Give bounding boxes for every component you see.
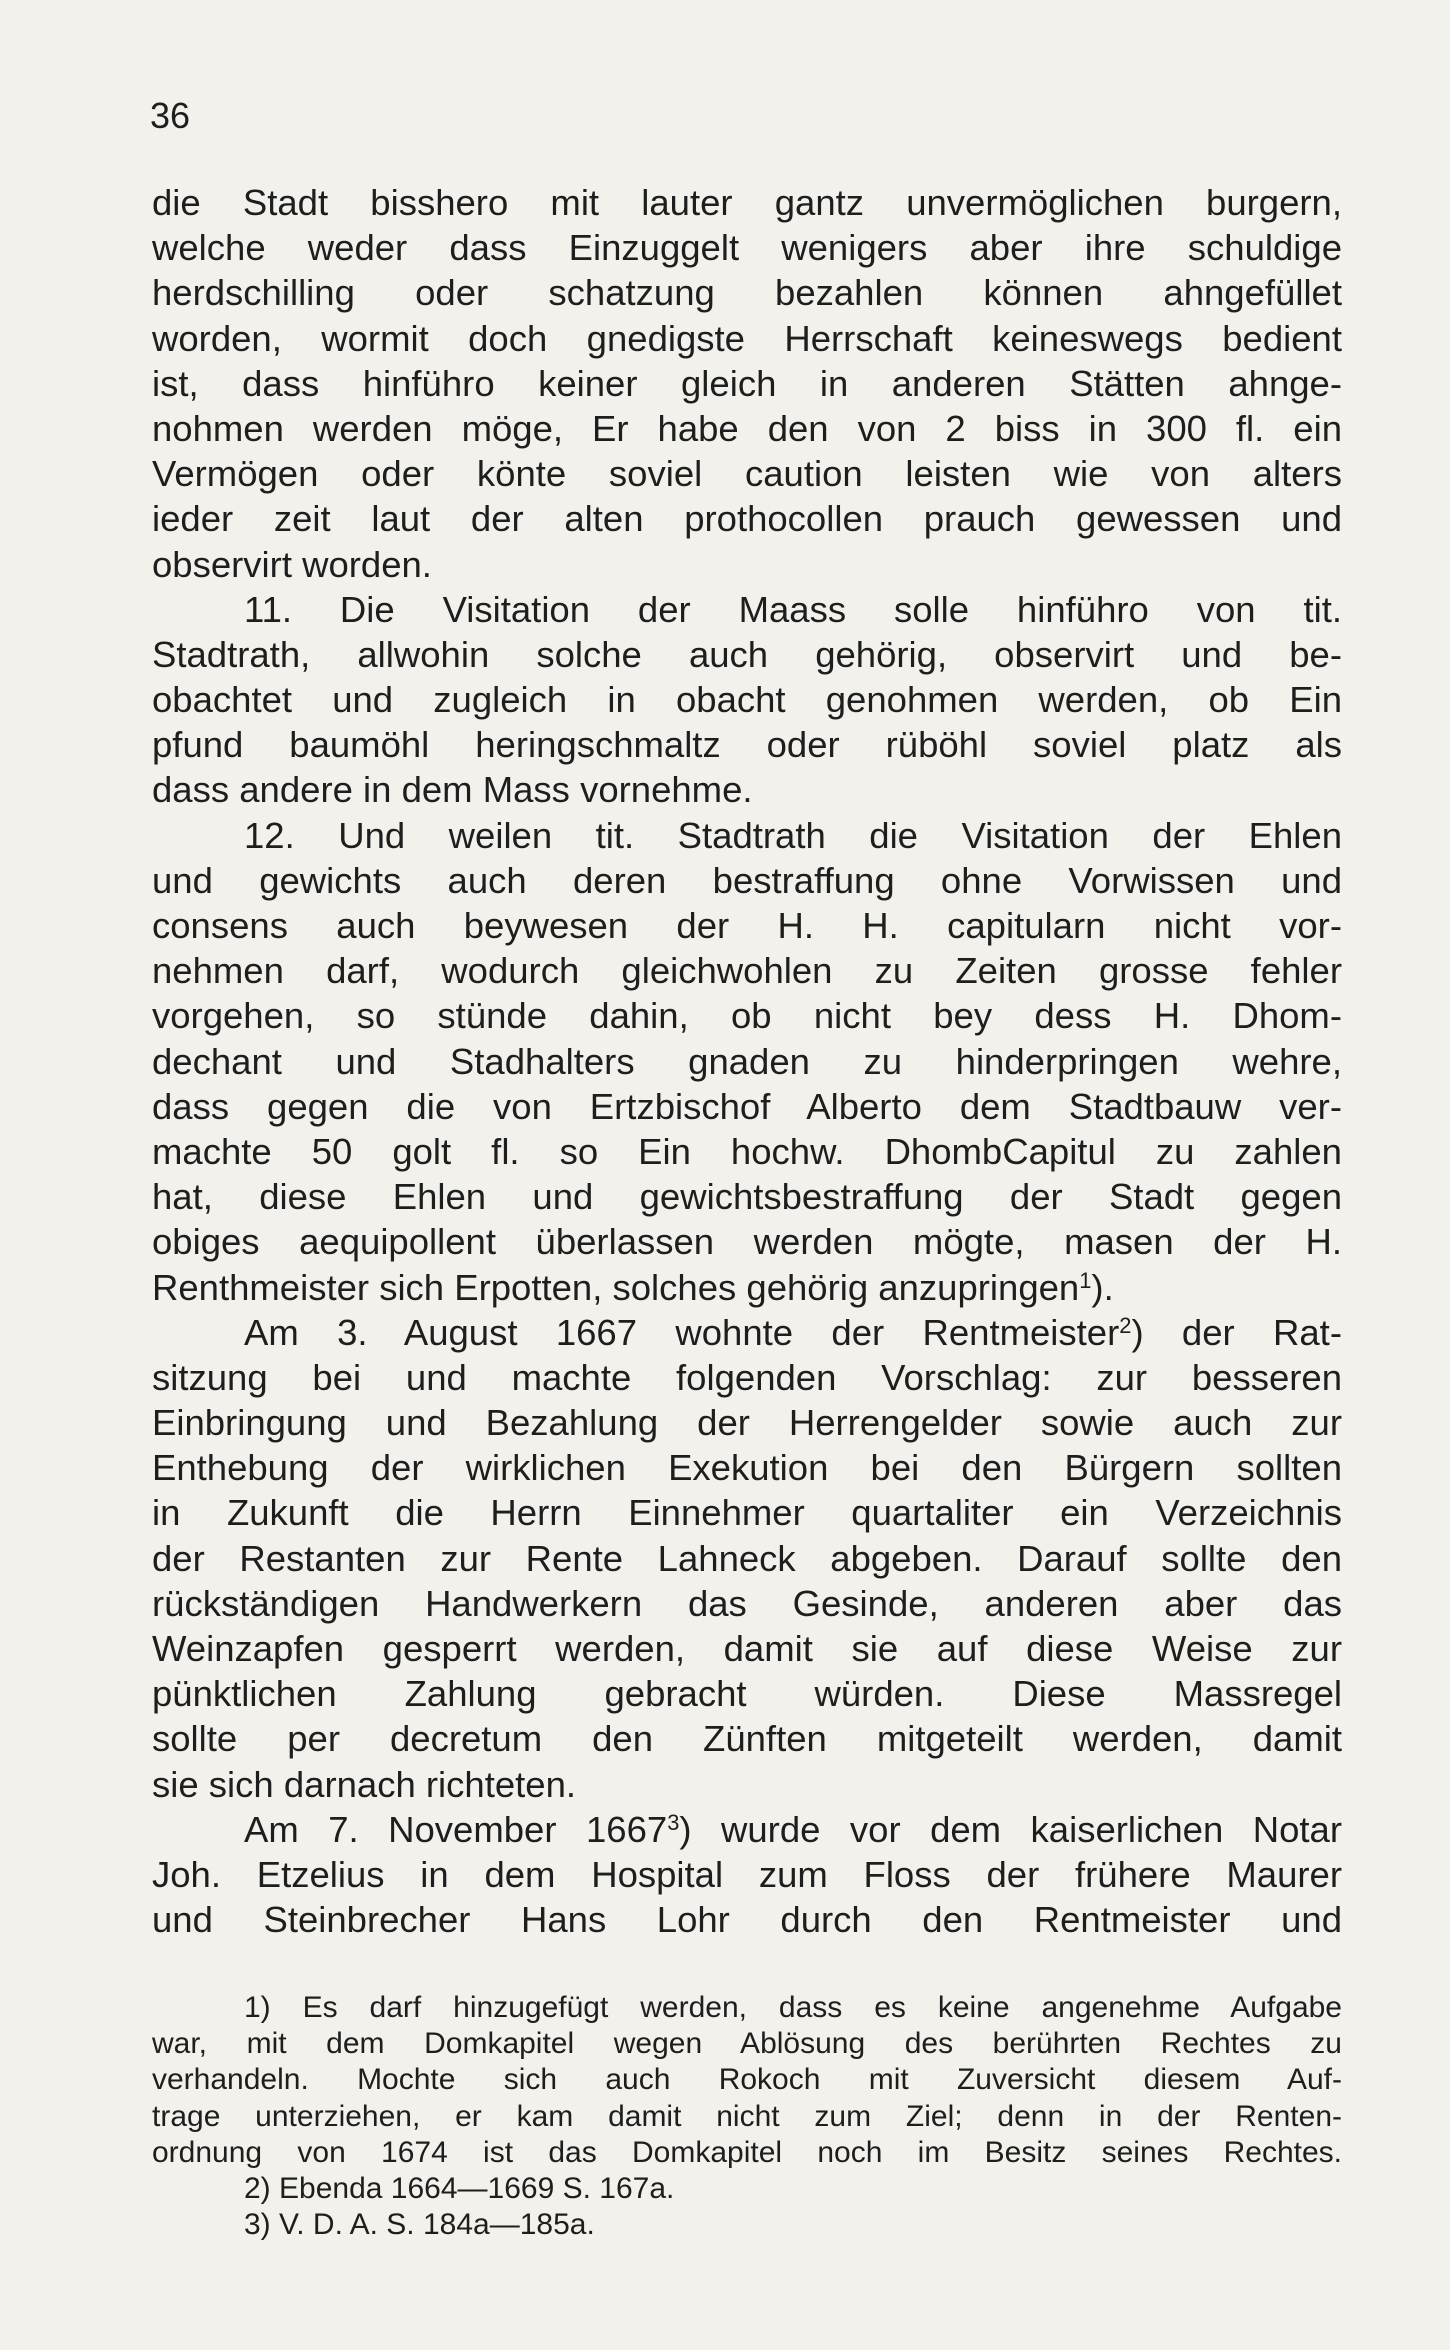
- body-line: [152, 1671, 1342, 1716]
- body-line-text: Am 3. August 1667 wohnte der Rentmeister: [244, 1311, 1120, 1353]
- body-line-text: machte 50 golt fl. so Ein hochw. DhombCapitul zu zahlen: [152, 1130, 1342, 1172]
- body-line-text: sollte per decretum den Zünften mitgeteilt werden, damit: [152, 1718, 1342, 1760]
- body-line: [152, 587, 1342, 632]
- body-line-text: rückständigen Handwerkern das Gesinde, anderen aber das: [152, 1582, 1342, 1624]
- body-line: [152, 767, 1342, 812]
- footnote-marker: 1: [1079, 1267, 1092, 1293]
- body-line-text: dass andere in dem Mass vornehme.: [152, 769, 753, 811]
- body-line: [152, 1129, 1342, 1174]
- body-line: [152, 361, 1342, 406]
- body-line-text: Am 7. November 1667: [244, 1808, 668, 1850]
- body-line: [152, 1626, 1342, 1671]
- body-line: [152, 180, 1342, 225]
- body-line-text: worden, wormit doch gnedigste Herrschaft keineswegs bedient: [152, 317, 1342, 359]
- footnote-line-text: verhandeln. Mochte sich auch Rokoch mit Zuversicht diesem Auf-: [152, 2063, 1342, 2097]
- footnote-line-text: 2) Ebenda 1664—1669 S. 167a.: [244, 2171, 675, 2205]
- body-line: [152, 1807, 1342, 1852]
- body-line: [152, 1581, 1342, 1626]
- body-line: [152, 270, 1342, 315]
- body-line-text: dechant und Stadhalters gnaden zu hinderpringen wehre,: [152, 1040, 1342, 1082]
- body-line-tail: ) wurde vor dem kaiserlichen Notar: [679, 1808, 1342, 1850]
- footnote-marker: 2: [1119, 1312, 1132, 1338]
- body-line: [152, 1445, 1342, 1490]
- body-line: [152, 496, 1342, 541]
- body-line-tail: ).: [1091, 1266, 1114, 1308]
- body-line: [152, 813, 1342, 858]
- body-line: [152, 993, 1342, 1038]
- body-line-text: Joh. Etzelius in dem Hospital zum Floss der frühere Maurer: [152, 1853, 1342, 1895]
- body-line: [152, 903, 1342, 948]
- body-line-text: Stadtrath, allwohin solche auch gehörig, observirt und be-: [152, 633, 1342, 675]
- body-line: [152, 1265, 1342, 1310]
- body-line-text: die Stadt bisshero mit lauter gantz unvermöglichen burgern,: [152, 182, 1342, 223]
- footnotes: [152, 1990, 1342, 2243]
- footnote-line: [152, 2135, 1342, 2171]
- body-line: [152, 1716, 1342, 1761]
- body-text: [152, 180, 1342, 1942]
- body-line-text: und Steinbrecher Hans Lohr durch den Rentmeister und: [152, 1899, 1342, 1941]
- page-number: 36: [150, 95, 191, 136]
- body-line-text: sitzung bei und machte folgenden Vorschlag: zur besseren: [152, 1356, 1342, 1398]
- body-line-text: nehmen darf, wodurch gleichwohlen zu Zeiten grosse fehler: [152, 950, 1342, 992]
- body-line-text: pünktlichen Zahlung gebracht würden. Diese Massregel: [152, 1673, 1342, 1715]
- body-line: [152, 1536, 1342, 1581]
- footnote-line: [152, 2026, 1342, 2062]
- body-line: [152, 1355, 1342, 1400]
- body-line: [152, 1084, 1342, 1129]
- body-line-text: ist, dass hinführo keiner gleich in anderen Stätten ahnge-: [152, 362, 1342, 404]
- footnote-line-text: 1) Es darf hinzugefügt werden, dass es keine angenehme Aufgabe: [244, 1991, 1342, 2024]
- body-line: [152, 858, 1342, 903]
- footnote-marker: 3: [667, 1809, 680, 1835]
- footnote-line: [152, 2062, 1342, 2098]
- footnote-line-text: war, mit dem Domkapitel wegen Ablösung des berührten Rechtes zu: [152, 2027, 1342, 2061]
- footnote-line-text: 3) V. D. A. S. 184a—185a.: [244, 2208, 595, 2242]
- body-line-text: 12. Und weilen tit. Stadtrath die Visitation der Ehlen: [244, 814, 1342, 856]
- body-line: [152, 1039, 1342, 1084]
- body-line-text: Renthmeister sich Erpotten, solches gehörig anzupringen: [152, 1266, 1080, 1308]
- body-line-text: dass gegen die von Ertzbischof Alberto dem Stadtbauw ver-: [152, 1085, 1342, 1127]
- footnote-line: [152, 1990, 1342, 2026]
- body-line: [152, 1310, 1342, 1355]
- body-line-text: Vermögen oder könte soviel caution leisten wie von alters: [152, 453, 1342, 495]
- body-line-text: und gewichts auch deren bestraffung ohne Vorwissen und: [152, 859, 1342, 901]
- body-line: [152, 1490, 1342, 1535]
- body-line: [152, 632, 1342, 677]
- body-line-tail: ) der Rat-: [1131, 1311, 1342, 1353]
- body-line: [152, 316, 1342, 361]
- body-line: [152, 1400, 1342, 1445]
- body-line-text: 11. Die Visitation der Maass solle hinführo von tit.: [244, 588, 1342, 630]
- body-line: [152, 1762, 1342, 1807]
- footnote-line: [152, 2171, 1342, 2207]
- body-line: [152, 542, 1342, 587]
- body-line-text: obiges aequipollent überlassen werden mögte, masen der H.: [152, 1221, 1342, 1263]
- body-line-text: der Restanten zur Rente Lahneck abgeben. Darauf sollte den: [152, 1537, 1342, 1579]
- body-line-text: observirt worden.: [152, 543, 432, 585]
- body-line-text: nohmen werden möge, Er habe den von 2 biss in 300 fl. ein: [152, 407, 1342, 449]
- body-line-text: herdschilling oder schatzung bezahlen können ahngefüllet: [152, 272, 1342, 314]
- body-line-text: pfund baumöhl heringschmaltz oder rüböhl soviel platz als: [152, 724, 1342, 766]
- body-line-text: ieder zeit laut der alten prothocollen prauch gewessen und: [152, 498, 1342, 540]
- footnote-line-text: trage unterziehen, er kam damit nicht zum Ziel; denn in der Renten-: [152, 2099, 1342, 2133]
- body-line-text: welche weder dass Einzuggelt wenigers aber ihre schuldige: [152, 227, 1342, 269]
- body-line-text: vorgehen, so stünde dahin, ob nicht bey dess H. Dhom-: [152, 995, 1342, 1037]
- body-line-text: Weinzapfen gesperrt werden, damit sie auf diese Weise zur: [152, 1628, 1342, 1669]
- footnote-line-text: ordnung von 1674 ist das Domkapitel noch im Besitz seines Rechtes.: [152, 2135, 1342, 2169]
- body-line-text: Enthebung der wirklichen Exekution bei den Bürgern sollten: [152, 1447, 1342, 1489]
- footnote-line: [152, 2099, 1342, 2135]
- body-line-text: in Zukunft die Herrn Einnehmer quartaliter ein Verzeichnis: [152, 1492, 1342, 1534]
- body-line: [152, 225, 1342, 270]
- body-line: [152, 406, 1342, 451]
- body-line: [152, 677, 1342, 722]
- body-line: [152, 1852, 1342, 1897]
- footnote-line: [152, 2207, 1342, 2243]
- body-line: [152, 451, 1342, 496]
- body-line: [152, 1219, 1342, 1264]
- body-line: [152, 722, 1342, 767]
- body-line: [152, 948, 1342, 993]
- body-line-text: hat, diese Ehlen und gewichtsbestraffung der Stadt gegen: [152, 1176, 1342, 1218]
- body-line: [152, 1174, 1342, 1219]
- body-line: [152, 1897, 1342, 1942]
- body-line-text: Einbringung und Bezahlung der Herrengelder sowie auch zur: [152, 1402, 1342, 1444]
- body-line-text: sie sich darnach richteten.: [152, 1763, 577, 1805]
- body-line-text: consens auch beywesen der H. H. capitularn nicht vor-: [152, 905, 1342, 946]
- body-line-text: obachtet und zugleich in obacht genohmen werden, ob Ein: [152, 679, 1342, 721]
